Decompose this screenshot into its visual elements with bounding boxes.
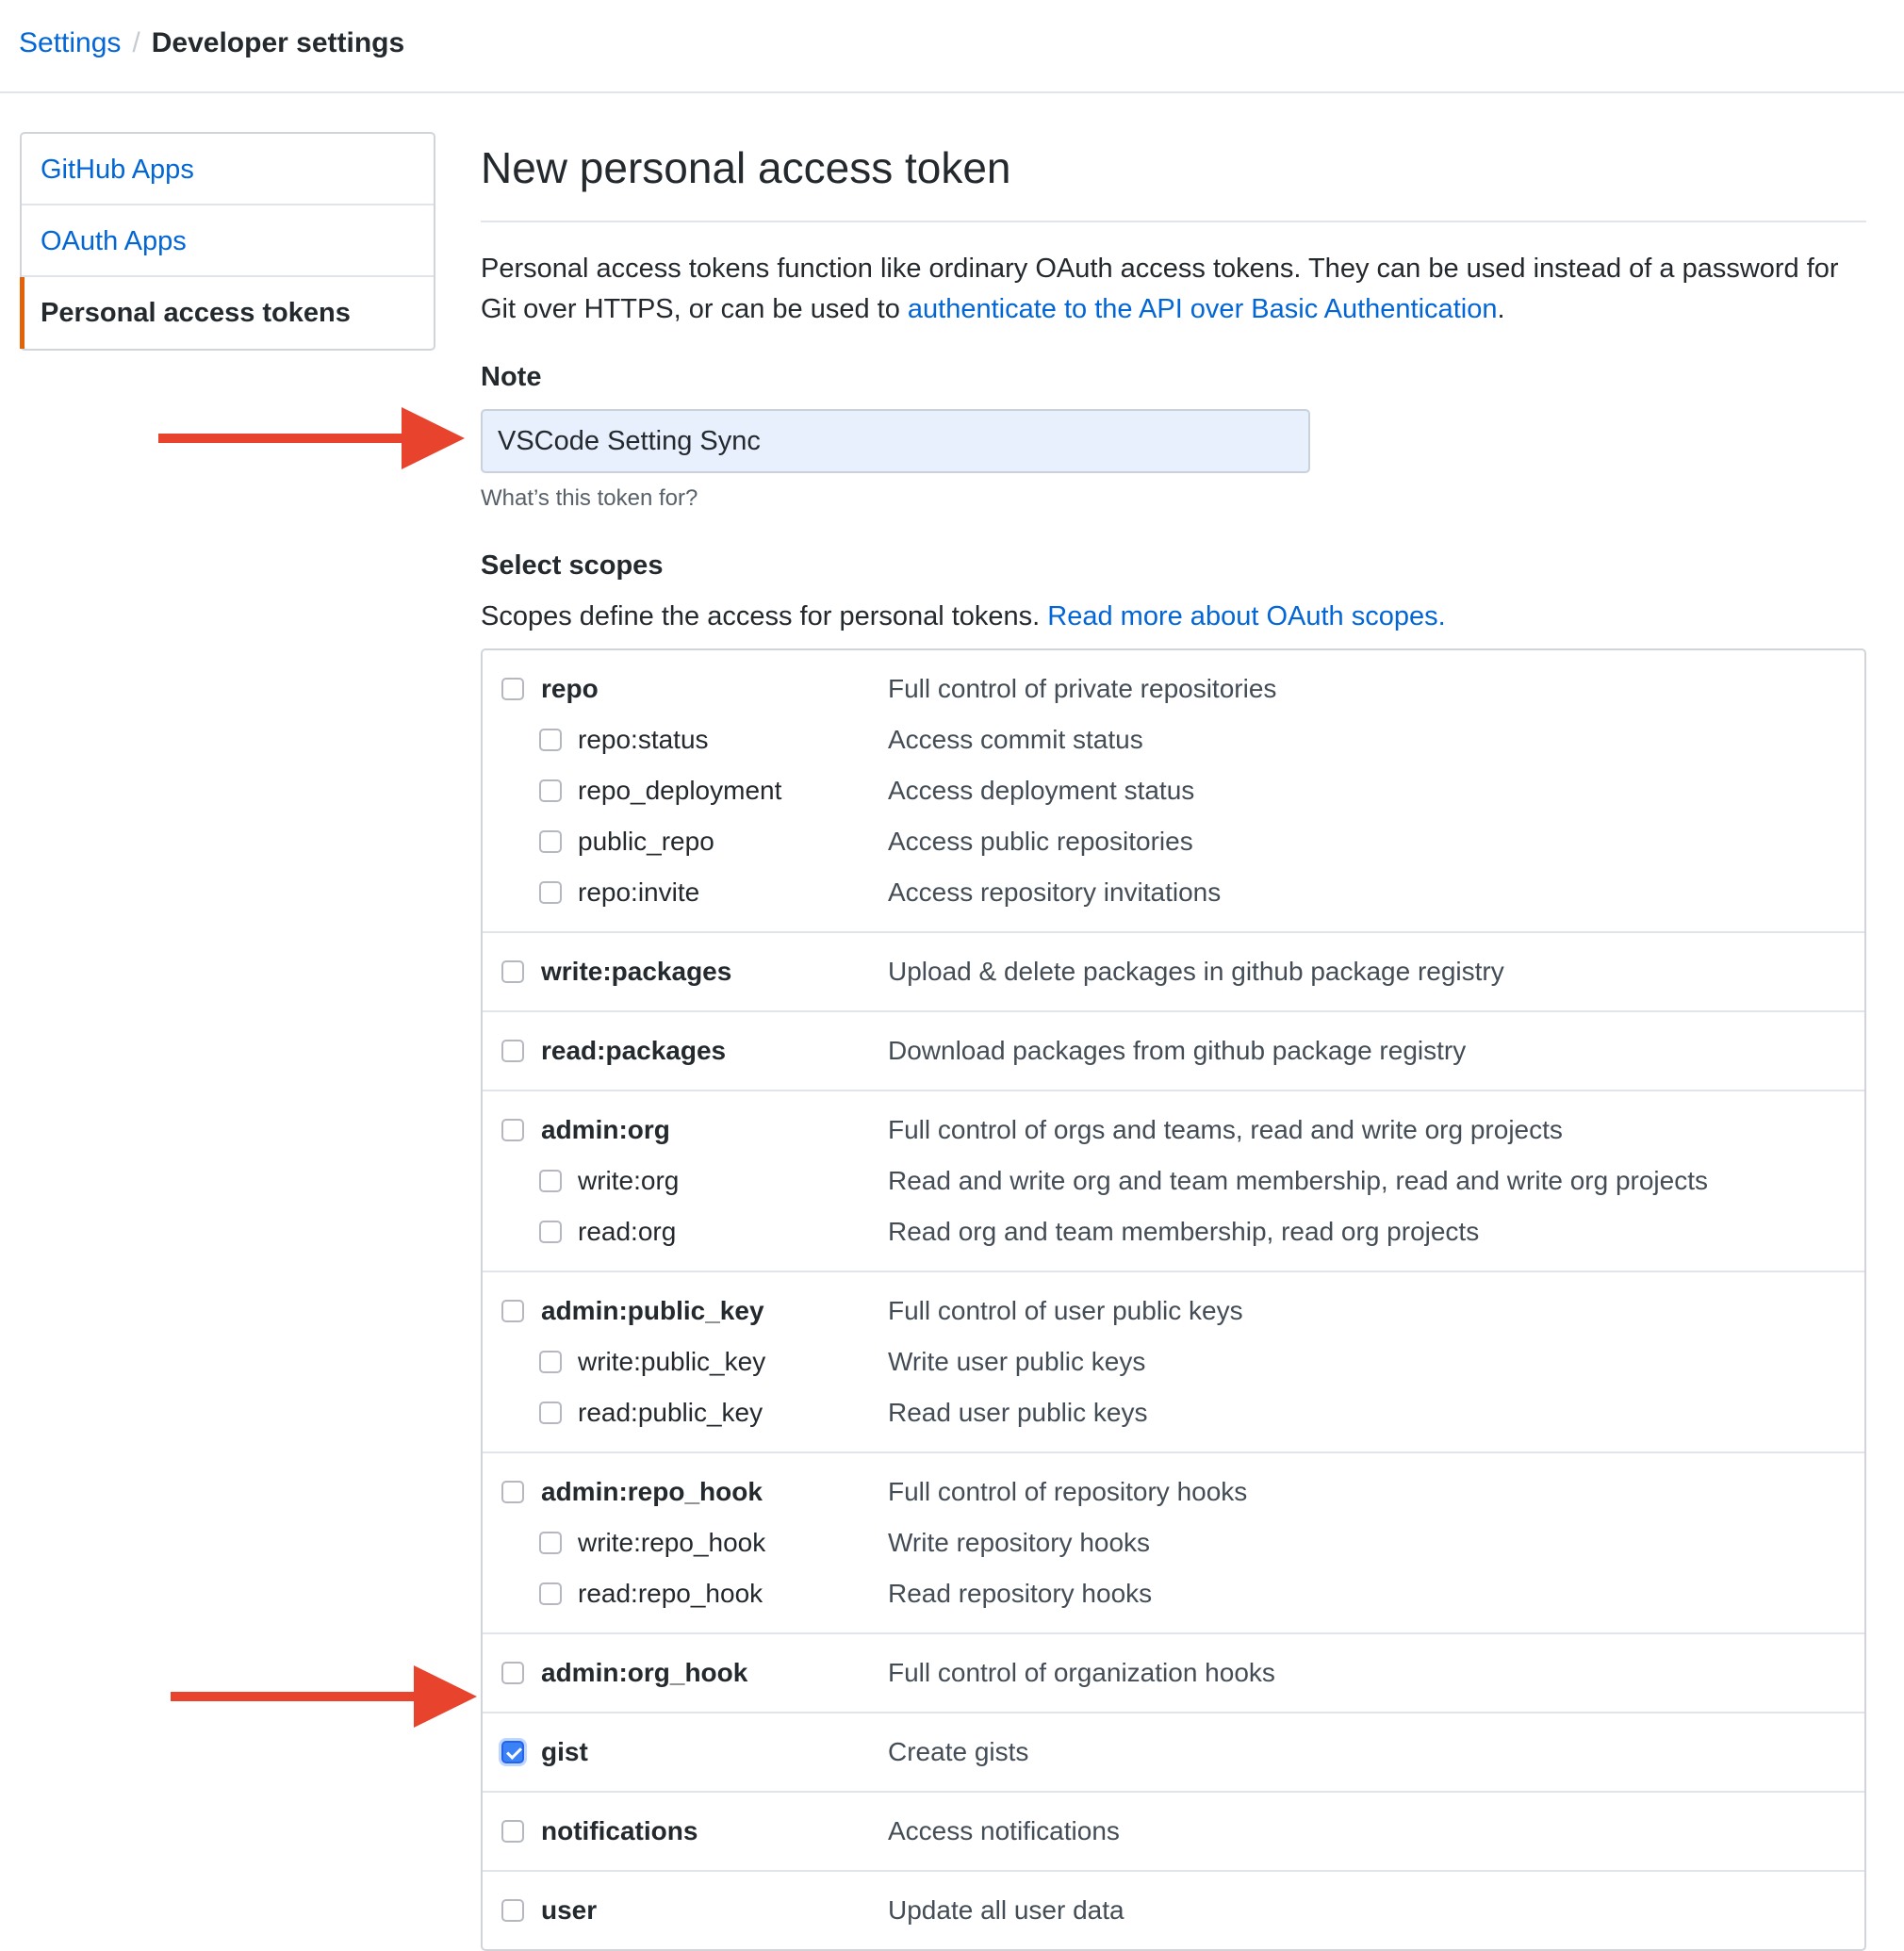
scope-row-admin-repo-hook: [483, 1467, 1864, 1517]
scope-row-admin-org: [483, 1105, 1864, 1156]
scope-name: write:repo_hook: [578, 1528, 766, 1557]
scope-row-public-repo: [483, 816, 1864, 867]
scope-group: [483, 1012, 1864, 1091]
scope-checkbox-repo-deployment[interactable]: [539, 779, 562, 802]
scope-description: Access deployment status: [888, 776, 1195, 805]
scope-name: repo: [541, 674, 599, 703]
scope-description: Upload & delete packages in github package registry: [888, 957, 1504, 986]
scope-description: Write repository hooks: [888, 1528, 1151, 1557]
oauth-scopes-link[interactable]: Read more about OAuth scopes.: [1047, 601, 1446, 631]
main-content: [481, 132, 1866, 1951]
scope-name: write:org: [578, 1166, 680, 1195]
scope-name: notifications: [541, 1816, 698, 1845]
scope-name: read:repo_hook: [578, 1579, 763, 1608]
scope-description: Read repository hooks: [888, 1579, 1153, 1608]
scope-description: Access public repositories: [888, 827, 1193, 856]
scope-checkbox-write-org[interactable]: [539, 1170, 562, 1192]
scope-name: write:public_key: [578, 1347, 766, 1376]
scope-description: Full control of orgs and teams, read and write org projects: [888, 1115, 1563, 1144]
intro-text: Personal access tokens function like ordinary OAuth access tokens. They can be used instead of a password for Git over HTTPS, or can be used to: [481, 254, 1839, 324]
scope-group: [483, 1091, 1864, 1272]
scope-row-write-public-key: [483, 1336, 1864, 1387]
scope-description: Full control of organization hooks: [888, 1658, 1275, 1687]
scope-description: Read org and team membership, read org projects: [888, 1217, 1480, 1246]
note-label: Note: [481, 362, 542, 392]
scope-row-write-org: [483, 1156, 1864, 1206]
scope-name: user: [541, 1895, 598, 1925]
scope-row-read-packages: [483, 1025, 1864, 1076]
note-help-text: What’s this token for?: [481, 485, 698, 511]
scope-name: admin:public_key: [541, 1296, 764, 1325]
scope-group: [483, 1713, 1864, 1793]
scope-checkbox-read-packages[interactable]: [501, 1040, 524, 1062]
scope-name: admin:org_hook: [541, 1658, 748, 1687]
scope-description: Full control of user public keys: [888, 1296, 1243, 1325]
scope-row-repo-invite: [483, 867, 1864, 918]
scope-row-admin-public-key: [483, 1286, 1864, 1336]
scope-description: Full control of private repositories: [888, 674, 1277, 703]
scope-row-gist: [483, 1727, 1864, 1778]
scope-description: Read user public keys: [888, 1398, 1148, 1427]
scope-row-user: [483, 1885, 1864, 1936]
scope-row-repo-status: [483, 714, 1864, 765]
scope-name: repo:invite: [578, 877, 700, 907]
scope-checkbox-admin-org-hook[interactable]: [501, 1662, 524, 1684]
scope-checkbox-user[interactable]: [501, 1899, 524, 1922]
breadcrumb-settings-link[interactable]: Settings: [19, 27, 122, 58]
scope-row-admin-org-hook: [483, 1648, 1864, 1698]
scope-name: write:packages: [541, 957, 732, 986]
sidebar-item-personal-access-tokens[interactable]: Personal access tokens: [22, 277, 434, 349]
scope-checkbox-admin-org[interactable]: [501, 1119, 524, 1141]
page-title: New personal access token: [481, 139, 1866, 222]
sidebar-item-github-apps[interactable]: GitHub Apps: [22, 134, 434, 205]
scope-name: repo_deployment: [578, 776, 782, 805]
scope-checkbox-public-repo[interactable]: [539, 830, 562, 853]
scope-name: read:org: [578, 1217, 677, 1246]
intro-end: .: [1497, 294, 1505, 324]
scope-checkbox-admin-public-key[interactable]: [501, 1300, 524, 1322]
scope-group: [483, 1272, 1864, 1453]
intro-paragraph: [481, 249, 1866, 330]
scope-row-notifications: [483, 1806, 1864, 1857]
scope-group: [483, 1634, 1864, 1713]
basic-auth-link[interactable]: authenticate to the API over Basic Authentication: [907, 294, 1498, 324]
scope-checkbox-repo-status[interactable]: [539, 729, 562, 751]
scope-description: Download packages from github package registry: [888, 1036, 1467, 1065]
scope-description: Access repository invitations: [888, 877, 1222, 907]
breadcrumb-separator: /: [132, 27, 140, 58]
scope-name: public_repo: [578, 827, 714, 856]
scope-row-write-packages: [483, 946, 1864, 997]
scope-row-read-org: [483, 1206, 1864, 1257]
breadcrumb-current: Developer settings: [151, 27, 405, 58]
scope-checkbox-read-public-key[interactable]: [539, 1402, 562, 1424]
sidebar-nav: [20, 132, 435, 351]
breadcrumb: [19, 25, 404, 62]
scope-checkbox-repo[interactable]: [501, 678, 524, 700]
scope-row-write-repo-hook: [483, 1517, 1864, 1568]
scope-name: admin:org: [541, 1115, 670, 1144]
scope-checkbox-admin-repo-hook[interactable]: [501, 1481, 524, 1503]
scopes-desc-text: Scopes define the access for personal tokens.: [481, 601, 1048, 631]
scopes-description: [481, 598, 1866, 635]
scope-description: Create gists: [888, 1737, 1029, 1766]
scope-description: Read and write org and team membership, read and write org projects: [888, 1166, 1708, 1195]
scope-name: repo:status: [578, 725, 709, 754]
scope-checkbox-read-org[interactable]: [539, 1221, 562, 1243]
header: [0, 0, 1904, 93]
note-input[interactable]: [481, 409, 1310, 473]
scope-group: [483, 933, 1864, 1012]
scope-name: read:packages: [541, 1036, 727, 1065]
scope-name: gist: [541, 1737, 588, 1766]
scope-group: [483, 1453, 1864, 1634]
scope-checkbox-notifications[interactable]: [501, 1820, 524, 1843]
scope-group: [483, 1872, 1864, 1949]
scope-checkbox-write-public-key[interactable]: [539, 1351, 562, 1373]
scope-group: [483, 650, 1864, 933]
scope-group: [483, 1793, 1864, 1872]
scope-description: Access commit status: [888, 725, 1143, 754]
arrow-annotation-gist: [171, 1664, 482, 1730]
scope-checkbox-write-packages[interactable]: [501, 960, 524, 983]
scope-row-read-repo-hook: [483, 1568, 1864, 1619]
scope-checkbox-gist[interactable]: [501, 1741, 524, 1763]
scope-checkbox-read-repo-hook[interactable]: [539, 1582, 562, 1605]
scope-description: Access notifications: [888, 1816, 1120, 1845]
scope-checkbox-write-repo-hook[interactable]: [539, 1532, 562, 1554]
select-scopes-heading: Select scopes: [481, 550, 664, 581]
scope-description: Update all user data: [888, 1895, 1124, 1925]
scope-name: read:public_key: [578, 1398, 763, 1427]
scope-checkbox-repo-invite[interactable]: [539, 881, 562, 904]
scope-name: admin:repo_hook: [541, 1477, 763, 1506]
sidebar-item-oauth-apps[interactable]: OAuth Apps: [22, 205, 434, 277]
scope-description: Full control of repository hooks: [888, 1477, 1248, 1506]
scopes-table: [481, 648, 1866, 1951]
scope-description: Write user public keys: [888, 1347, 1146, 1376]
scope-row-repo: [483, 664, 1864, 714]
arrow-annotation-note: [158, 405, 469, 471]
scope-row-read-public-key: [483, 1387, 1864, 1438]
scope-row-repo-deployment: [483, 765, 1864, 816]
